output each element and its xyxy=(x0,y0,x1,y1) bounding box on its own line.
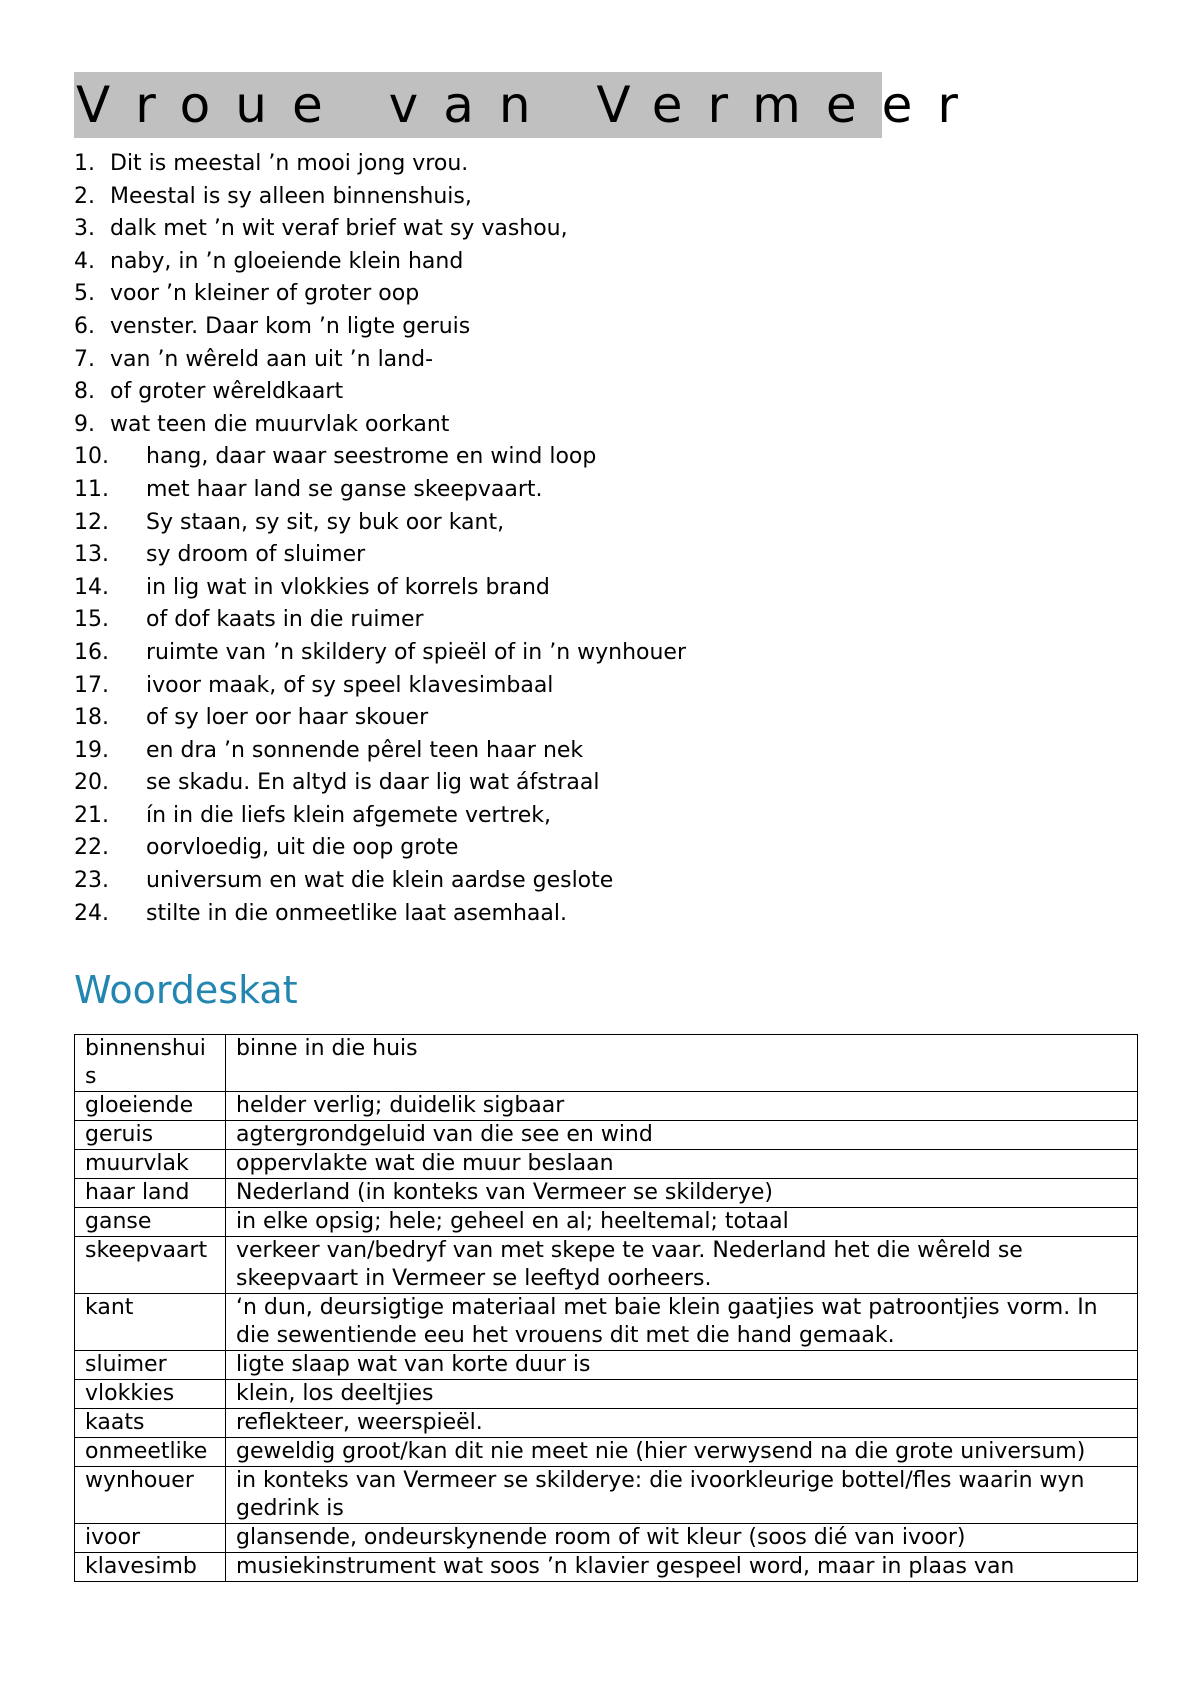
poem-line xyxy=(74,507,1134,540)
vocab-row xyxy=(75,1409,1138,1438)
poem-line xyxy=(74,572,1134,605)
vocab-term: klavesimb xyxy=(75,1553,226,1582)
line-number: 14. xyxy=(74,574,109,600)
poem-line xyxy=(74,213,1134,246)
line-number: 8. xyxy=(74,379,95,405)
line-number: 16. xyxy=(74,639,109,665)
line-number: 10. xyxy=(74,444,109,470)
vocab-row xyxy=(75,1438,1138,1467)
line-text: en dra ’n sonnende pêrel teen haar nek xyxy=(146,737,584,763)
poem-line xyxy=(74,376,1134,409)
line-number: 7. xyxy=(74,346,95,372)
line-text: oorvloedig, uit die oop grote xyxy=(146,835,459,861)
poem-line xyxy=(74,637,1134,670)
line-number: 22. xyxy=(74,835,109,861)
vocab-definition: in konteks van Vermeer se skilderye: die ivoorkleurige bottel/fles waarin wyn gedrink is xyxy=(226,1467,1138,1524)
poem-line xyxy=(74,311,1134,344)
line-number: 9. xyxy=(74,411,95,437)
poem-line xyxy=(74,800,1134,833)
line-text: hang, daar waar seestrome en wind loop xyxy=(146,444,597,470)
vocab-term: onmeetlike xyxy=(75,1438,226,1467)
line-text: ivoor maak, of sy speel klavesimbaal xyxy=(146,672,554,698)
line-number: 13. xyxy=(74,542,109,568)
line-number: 11. xyxy=(74,476,109,502)
poem-line xyxy=(74,767,1134,800)
vocab-table xyxy=(74,1034,1138,1582)
line-text: wat teen die muurvlak oorkant xyxy=(110,411,450,437)
line-number: 20. xyxy=(74,770,109,796)
line-number: 6. xyxy=(74,313,95,339)
line-text: ruimte van ’n skildery of spieël of in ’n wynhouer xyxy=(146,639,687,665)
vocab-definition: geweldig groot/kan dit nie meet nie (hier verwysend na die grote universum) xyxy=(226,1438,1138,1467)
vocab-row xyxy=(75,1035,1138,1092)
line-text: Dit is meestal ’n mooi jong vrou. xyxy=(110,151,469,176)
vocab-definition: ‘n dun, deursigtige materiaal met baie klein gaatjies wat patroontjies vorm. In die sewentiende eeu het vrouens dit met die hand gemaak. xyxy=(226,1294,1138,1351)
poem-line xyxy=(74,898,1134,931)
vocab-row xyxy=(75,1092,1138,1121)
vocab-row xyxy=(75,1351,1138,1380)
vocab-row xyxy=(75,1150,1138,1179)
line-number: 24. xyxy=(74,900,109,926)
vocab-term: muurvlak xyxy=(75,1150,226,1179)
vocab-row xyxy=(75,1208,1138,1237)
line-text: of groter wêreldkaart xyxy=(110,379,344,405)
vocab-term: gloeiende xyxy=(75,1092,226,1121)
vocab-term: haar land xyxy=(75,1179,226,1208)
vocab-definition: helder verlig; duidelik sigbaar xyxy=(226,1092,1138,1121)
poem-line xyxy=(74,670,1134,703)
vocab-definition: oppervlakte wat die muur beslaan xyxy=(226,1150,1138,1179)
poem-line xyxy=(74,344,1134,377)
poem-line xyxy=(74,865,1134,898)
line-text: met haar land se ganse skeepvaart. xyxy=(146,476,543,502)
line-number: 23. xyxy=(74,868,109,894)
vocab-definition: musiekinstrument wat soos ’n klavier gespeel word, maar in plaas van xyxy=(226,1553,1138,1582)
vocab-definition: binne in die huis xyxy=(226,1035,1138,1092)
vocab-definition: Nederland (in konteks van Vermeer se skilderye) xyxy=(226,1179,1138,1208)
line-number: 21. xyxy=(74,802,109,828)
vocab-term: binnenshuis xyxy=(75,1035,226,1092)
poem-line xyxy=(74,181,1134,214)
vocab-row xyxy=(75,1237,1138,1294)
vocab-term: kant xyxy=(75,1294,226,1351)
vocab-row xyxy=(75,1294,1138,1351)
line-number: 5. xyxy=(74,281,95,307)
poem-line xyxy=(74,539,1134,572)
poem-title: Vroue van Vermeer xyxy=(74,72,882,138)
line-text: universum en wat die klein aardse geslote xyxy=(146,868,614,894)
vocab-definition: klein, los deeltjies xyxy=(226,1380,1138,1409)
line-number: 1. xyxy=(74,151,95,176)
poem-line xyxy=(74,702,1134,735)
line-text: of dof kaats in die ruimer xyxy=(146,607,424,633)
poem-lines xyxy=(74,148,1134,930)
line-text: venster. Daar kom ’n ligte geruis xyxy=(110,313,471,339)
poem-line xyxy=(74,604,1134,637)
line-number: 15. xyxy=(74,607,109,633)
vocab-term: ganse xyxy=(75,1208,226,1237)
line-number: 2. xyxy=(74,183,95,209)
poem-line xyxy=(74,409,1134,442)
poem-line xyxy=(74,735,1134,768)
vocab-row xyxy=(75,1179,1138,1208)
vocab-row xyxy=(75,1524,1138,1553)
vocab-row xyxy=(75,1380,1138,1409)
poem-line xyxy=(74,246,1134,279)
line-text: van ’n wêreld aan uit ’n land- xyxy=(110,346,434,372)
line-number: 18. xyxy=(74,705,109,731)
vocab-definition: glansende, ondeurskynende room of wit kleur (soos dié van ivoor) xyxy=(226,1524,1138,1553)
line-number: 3. xyxy=(74,216,95,242)
line-text: voor ’n kleiner of groter oop xyxy=(110,281,420,307)
vocab-term: geruis xyxy=(75,1121,226,1150)
line-number: 4. xyxy=(74,248,95,274)
line-text: Meestal is sy alleen binnenshuis, xyxy=(110,183,472,209)
vocab-term: skeepvaart xyxy=(75,1237,226,1294)
vocab-definition: verkeer van/bedryf van met skepe te vaar. Nederland het die wêreld se skeepvaart in Vermeer se leeftyd oorheers. xyxy=(226,1237,1138,1294)
line-text: dalk met ’n wit veraf brief wat sy vashou, xyxy=(110,216,568,242)
vocab-heading: Woordeskat xyxy=(74,968,298,1012)
line-number: 17. xyxy=(74,672,109,698)
line-text: of sy loer oor haar skouer xyxy=(146,705,429,731)
line-text: se skadu. En altyd is daar lig wat áfstraal xyxy=(146,770,600,796)
vocab-term: sluimer xyxy=(75,1351,226,1380)
line-text: sy droom of sluimer xyxy=(146,542,366,568)
poem-line xyxy=(74,441,1134,474)
poem-line xyxy=(74,474,1134,507)
line-text: in lig wat in vlokkies of korrels brand xyxy=(146,574,550,600)
poem-line xyxy=(74,832,1134,865)
vocab-row xyxy=(75,1467,1138,1524)
vocab-term: kaats xyxy=(75,1409,226,1438)
line-number: 19. xyxy=(74,737,109,763)
vocab-term: wynhouer xyxy=(75,1467,226,1524)
vocab-definition: ligte slaap wat van korte duur is xyxy=(226,1351,1138,1380)
line-text: stilte in die onmeetlike laat asemhaal. xyxy=(146,900,567,926)
vocab-term: ivoor xyxy=(75,1524,226,1553)
poem-line xyxy=(74,148,1134,181)
vocab-row xyxy=(75,1121,1138,1150)
line-text: naby, in ’n gloeiende klein hand xyxy=(110,248,464,274)
line-number: 12. xyxy=(74,509,109,535)
vocab-definition: agtergrondgeluid van die see en wind xyxy=(226,1121,1138,1150)
vocab-row xyxy=(75,1553,1138,1582)
line-text: ín in die liefs klein afgemete vertrek, xyxy=(146,802,552,828)
vocab-term: vlokkies xyxy=(75,1380,226,1409)
vocab-definition: in elke opsig; hele; geheel en al; heeltemal; totaal xyxy=(226,1208,1138,1237)
poem-line xyxy=(74,278,1134,311)
vocab-definition: reflekteer, weerspieël. xyxy=(226,1409,1138,1438)
line-text: Sy staan, sy sit, sy buk oor kant, xyxy=(146,509,505,535)
